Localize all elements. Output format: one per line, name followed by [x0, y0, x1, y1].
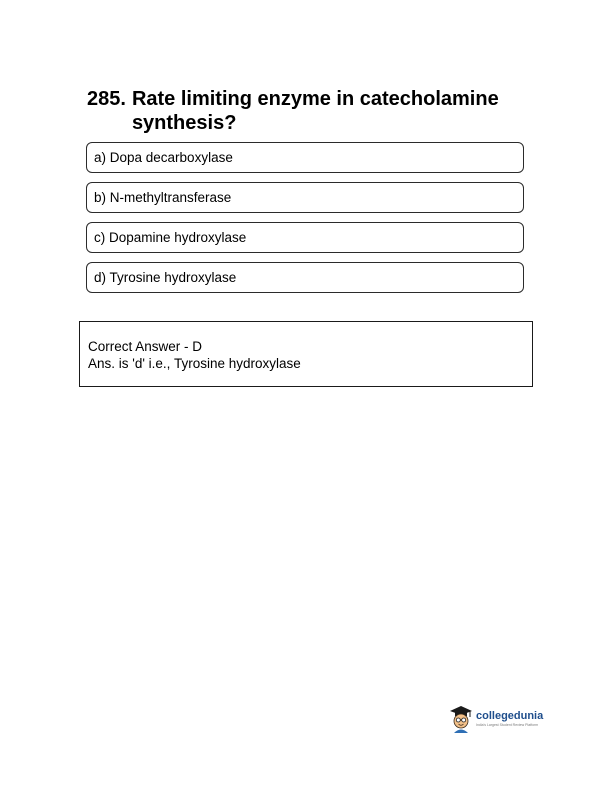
correct-answer-text: Correct Answer - D: [88, 339, 203, 354]
mascot-icon: [448, 704, 474, 734]
option-a[interactable]: a) Dopa decarboxylase: [86, 142, 524, 173]
logo-name: collegedunia: [476, 710, 544, 722]
option-c[interactable]: c) Dopamine hydroxylase: [86, 222, 524, 253]
logo-tagline: India's Largest Student Review Platform: [476, 723, 539, 727]
option-d[interactable]: d) Tyrosine hydroxylase: [86, 262, 524, 293]
question-heading: [87, 87, 527, 135]
question-number: 285.: [87, 88, 126, 110]
collegedunia-logo: [448, 702, 544, 736]
answer-box: [79, 321, 533, 387]
option-b[interactable]: b) N-methyltransferase: [86, 182, 524, 213]
answer-explanation: Ans. is 'd' i.e., Tyrosine hydroxylase: [88, 356, 301, 371]
question-text: Rate limiting enzyme in catecholamine synthesis?: [131, 88, 499, 134]
